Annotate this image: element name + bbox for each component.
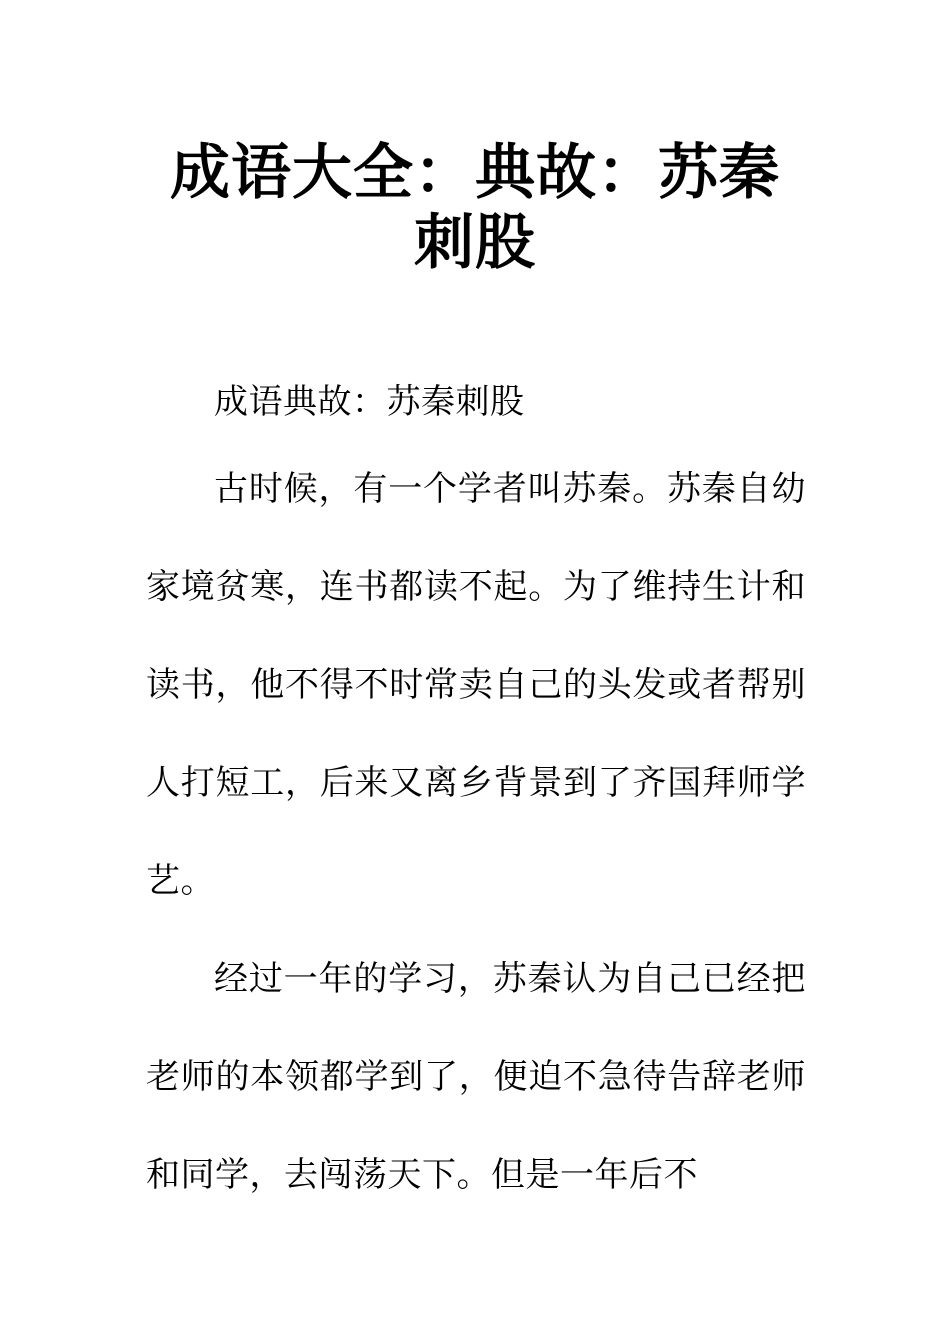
paragraph-2: 经过一年的学习，苏秦认为自己已经把老师的本领都学到了，便迫不急待告辞老师和同学，去闯荡天下。但是一年后不 [146,959,806,1195]
document-title: 成语大全：典故：苏秦刺股 [170,138,780,278]
document-body [146,370,806,1224]
document-subtitle: 成语典故：苏秦刺股 [214,382,525,422]
paragraph-1: 古时候，有一个学者叫苏秦。苏秦自幼家境贫寒，连书都读不起。为了维持生计和读书，他不得不时常卖自己的头发或者帮别人打短工，后来又离乡背景到了齐国拜师学艺。 [146,469,806,901]
